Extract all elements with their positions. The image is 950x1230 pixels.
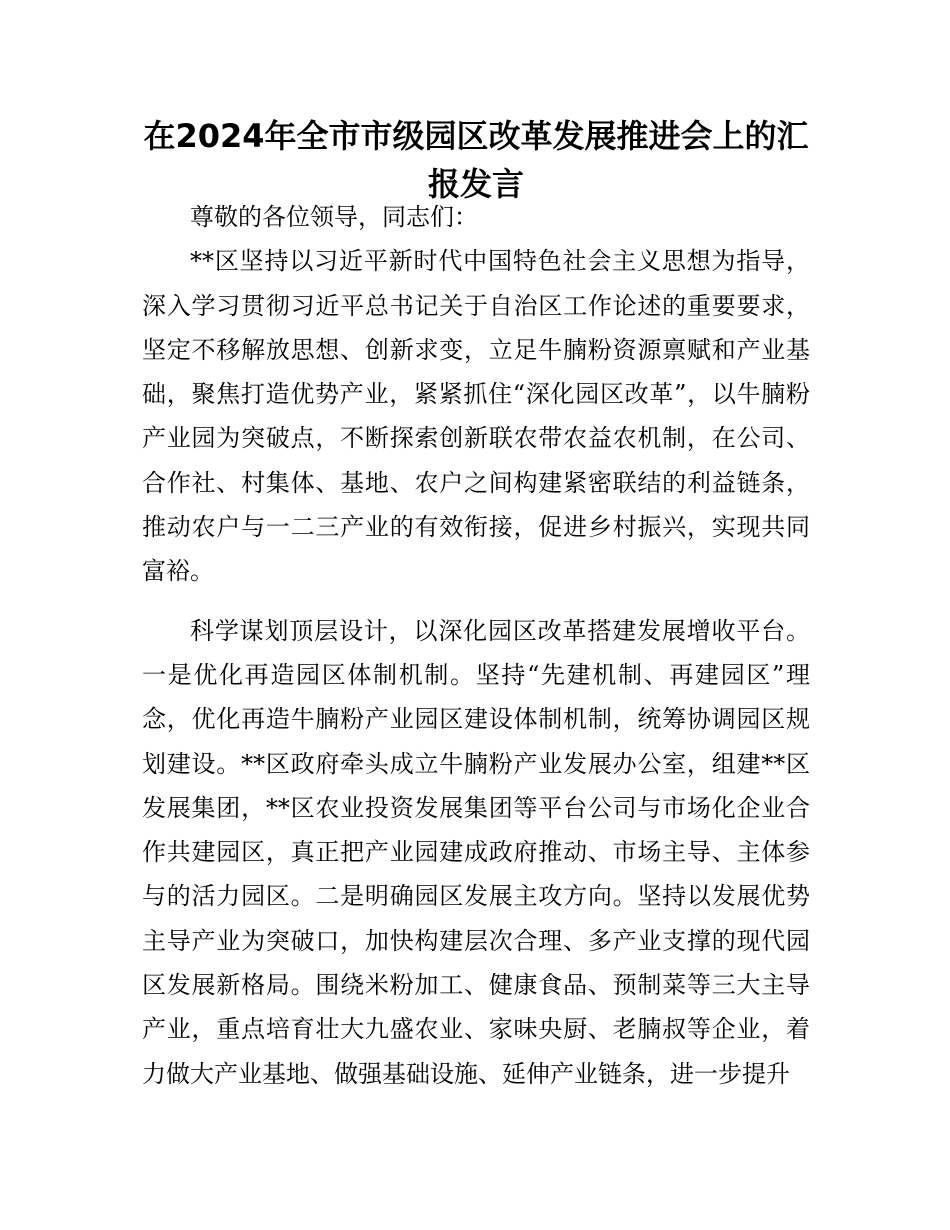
body-paragraph-2: 科学谋划顶层设计，以深化园区改革搭建发展增收平台。一是优化再造园区体制机制。坚持“先建机制、再建园区”理念，优化再造牛腩粉产业园区建设体制机制，统筹协调园区规划建设。**区政府牵头成立牛腩粉产业发展办公室，组建**区发展集团，**区农业投资发展集团等平台公司与市场化企业合作共建园区，真正把产业园建成政府推动、市场主导、主体参与的活力园区。二是明确园区发展主攻方向。坚持以发展优势主导产业为突破口，加快构建层次合理、多产业支撑的现代园区发展新格局。围绕米粉加工、健康食品、预制菜等三大主导产业，重点培育壮大九盛农业、家味央厨、老腩叔等企业，着力做大产业基地、做强基础设施、延伸产业链条，进一步提升 [142, 616, 810, 1088]
document-body [142, 195, 810, 1096]
document-title: 在2024年全市市级园区改革发展推进会上的汇报发言 [143, 117, 809, 203]
body-paragraph-1: **区坚持以习近平新时代中国特色社会主义思想为指导，深入学习贯彻习近平总书记关于自治区工作论述的重要要求，坚定不移解放思想、创新求变，立足牛腩粉资源禀赋和产业基础，聚焦打造优势产业，紧紧抓住“深化园区改革”，以牛腩粉产业园为突破点，不断探索创新联农带农益农机制，在公司、合作社、村集体、基地、农户之间构建紧密联结的利益链条，推动农户与一二三产业的有效衔接，促进乡村振兴，实现共同富裕。 [142, 247, 810, 586]
salutation: 尊敬的各位领导，同志们： [190, 203, 478, 231]
